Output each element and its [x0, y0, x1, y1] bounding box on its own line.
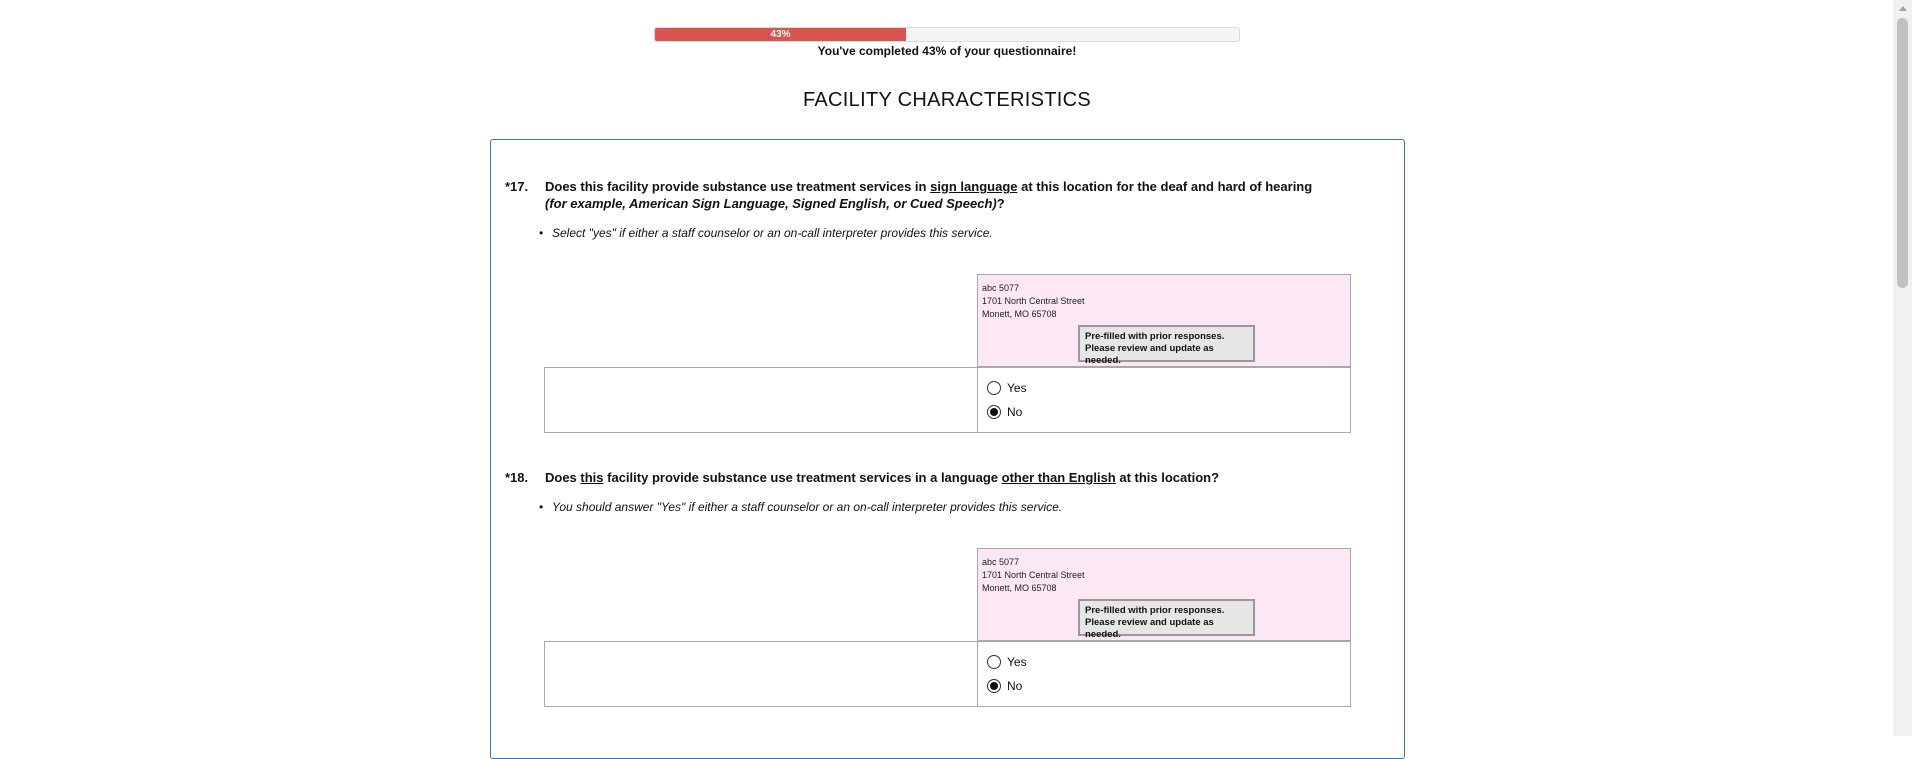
address-line: Monett, MO 65708	[982, 583, 1057, 593]
prefill-box	[977, 274, 1351, 367]
address-line: 1701 North Central Street	[982, 296, 1085, 306]
radio-no-label: No	[1007, 679, 1023, 693]
question-note: • You should answer "Yes" if either a staff counselor or an on-call interpreter provides this service.	[552, 500, 1062, 514]
facility-address	[982, 282, 1085, 321]
progress-bar	[654, 27, 1240, 42]
address-line: 1701 North Central Street	[982, 570, 1085, 580]
progress-message: You've completed 43% of your questionnaire!	[817, 44, 1077, 58]
prefill-note-line: Please review and update as needed.	[1085, 343, 1214, 366]
facility-address	[982, 556, 1085, 595]
question-number: *17.	[505, 179, 529, 194]
prefill-note-line: Pre-filled with prior responses.	[1085, 331, 1225, 342]
question-emphasis: other than English	[1001, 470, 1116, 485]
radio-yes-label: Yes	[1007, 655, 1027, 669]
answer-row	[544, 641, 1351, 707]
scroll-up-arrow-icon[interactable]	[1893, 0, 1912, 17]
question-text-part: at this location for the deaf and hard of hearing	[1017, 179, 1313, 194]
prefill-box	[977, 548, 1351, 641]
answer-label-cell	[545, 368, 978, 432]
prefill-note	[1078, 599, 1255, 640]
radio-no-circle[interactable]	[987, 679, 1001, 693]
question-text-part: Does	[545, 470, 581, 485]
scrollbar-thumb[interactable]	[1897, 18, 1908, 288]
address-line: abc 5077	[982, 283, 1020, 293]
section-title: FACILITY CHARACTERISTICS	[803, 89, 1091, 111]
question-text-part: facility provide substance use treatment services in a language	[603, 470, 1002, 485]
radio-no-circle[interactable]	[987, 405, 1001, 419]
radio-yes-circle[interactable]	[987, 655, 1001, 669]
prefill-note	[1078, 325, 1255, 366]
progress-fill: 43%	[655, 28, 906, 41]
radio-yes-circle[interactable]	[987, 381, 1001, 395]
address-line: Monett, MO 65708	[982, 309, 1057, 319]
address-line: abc 5077	[982, 557, 1020, 567]
vertical-scrollbar[interactable]	[1893, 0, 1912, 736]
question-emphasis: this	[580, 470, 604, 485]
question-text-part: Does this facility provide substance use treatment services in	[545, 179, 931, 194]
question-text	[545, 469, 1335, 486]
prefill-note-line: Pre-filled with prior responses.	[1085, 605, 1225, 616]
radio-yes-label: Yes	[1007, 381, 1027, 395]
radio-no[interactable]	[987, 405, 1022, 419]
prefill-note-line: Please review and update as needed.	[1085, 617, 1214, 640]
question-note: • Select "yes" if either a staff counselor or an on-call interpreter provides this service.	[552, 226, 993, 240]
radio-yes[interactable]	[987, 381, 1027, 395]
question-number: *18.	[505, 470, 529, 485]
radio-no-label: No	[1007, 405, 1023, 419]
question-text-part: ?	[996, 196, 1005, 211]
answer-row	[544, 367, 1351, 433]
question-text-part: at this location?	[1115, 470, 1220, 485]
question-example: (for example, American Sign Language, Signed English, or Cued Speech)	[545, 196, 997, 211]
radio-no[interactable]	[987, 679, 1022, 693]
question-emphasis: sign language	[930, 179, 1018, 194]
radio-yes[interactable]	[987, 655, 1027, 669]
question-text	[545, 178, 1335, 212]
answer-label-cell	[545, 642, 978, 706]
